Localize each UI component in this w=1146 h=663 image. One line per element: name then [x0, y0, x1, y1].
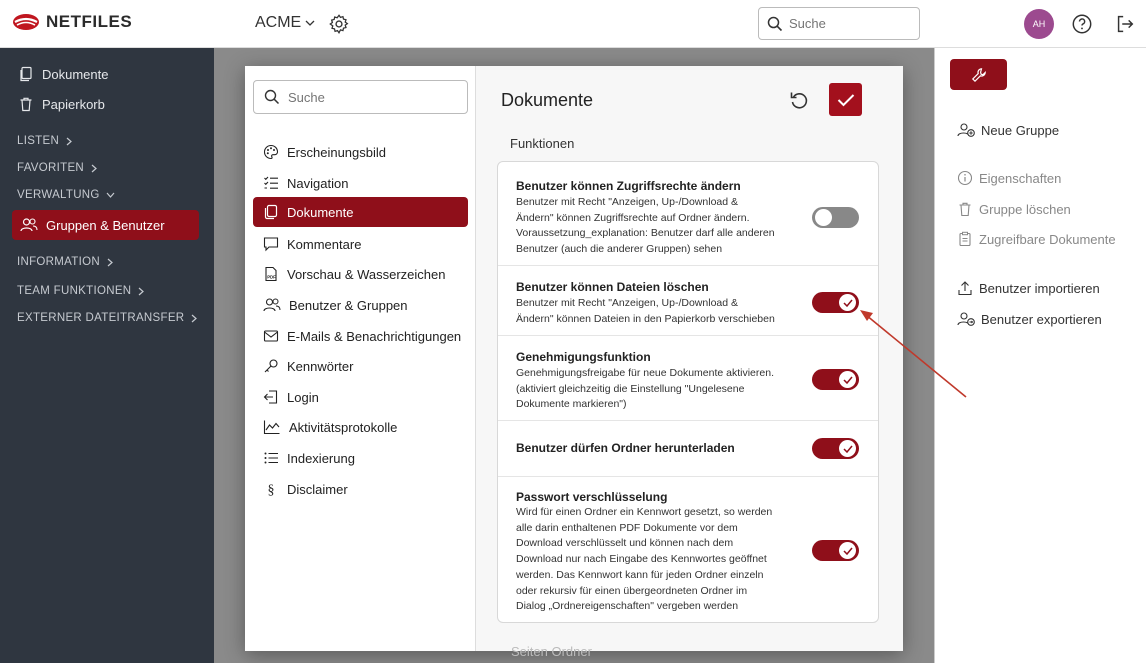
- import-users-label: Benutzer importieren: [979, 280, 1100, 296]
- confirm-button[interactable]: [829, 83, 862, 116]
- export-users-icon: [957, 311, 975, 327]
- logo-text: NETFILES: [46, 12, 133, 31]
- sidebar-section-administration[interactable]: [17, 189, 115, 201]
- desc-line: oder rekursiv für einen übergeordneten Ordner im: [516, 584, 748, 597]
- tenant-name: ACME: [255, 14, 302, 31]
- nav-passwords[interactable]: [253, 351, 468, 381]
- svg-text:§: §: [267, 483, 275, 498]
- search-icon: [767, 16, 783, 32]
- list-icon: [263, 450, 279, 466]
- nav-label: E-Mails & Benachrichtigungen: [287, 328, 462, 344]
- section-heading: Funktionen: [510, 136, 575, 151]
- pdf-icon: [263, 266, 279, 282]
- section-label: EXTERNER DATEITRANSFER: [17, 312, 185, 324]
- desc-line: Download nur nach Eingabe des Kennwortes geöffnet: [516, 553, 767, 566]
- setting-row: [498, 162, 878, 266]
- chevron-right-icon: [90, 164, 98, 173]
- top-search-input[interactable]: [789, 16, 899, 31]
- setting-title: Passwort verschlüsselung: [516, 490, 668, 504]
- mail-icon: [263, 328, 279, 344]
- new-group-label: Neue Gruppe: [981, 122, 1060, 138]
- setting-description: [516, 195, 804, 258]
- settings-card: [497, 161, 879, 623]
- nav-login[interactable]: [253, 382, 468, 412]
- users-icon: [20, 217, 38, 233]
- nav-label: Aktivitätsprotokolle: [289, 419, 398, 435]
- desc-line: Genehmigungsfreigabe für neue Dokumente aktivieren.: [516, 367, 774, 379]
- login-icon: [263, 389, 279, 405]
- import-users-action[interactable]: [957, 280, 1100, 296]
- setting-title: Benutzer können Dateien löschen: [516, 280, 709, 294]
- check-icon: [843, 445, 853, 453]
- section-label: VERWALTUNG: [17, 189, 100, 201]
- desc-line: Benutzer mit Recht "Anzeigen, Up-/Download &: [516, 196, 739, 208]
- setting-description: [516, 505, 804, 615]
- desc-line: Benutzer (auch die anderer Gruppen) sehen: [516, 243, 723, 256]
- toggle-knob: [839, 440, 856, 457]
- toggle-knob: [839, 542, 856, 559]
- setting-row: [498, 336, 878, 421]
- nav-emails-notifications[interactable]: [253, 321, 468, 351]
- sidebar-section-team-functions[interactable]: [17, 285, 145, 297]
- desc-line: Voraussetzung_explanation: Benutzer darf alle anderen: [516, 227, 775, 240]
- chevron-right-icon: [65, 137, 73, 146]
- desc-line: Download verschlüsselt und können nach dem: [516, 537, 734, 550]
- nav-disclaimer[interactable]: [253, 474, 468, 504]
- netfiles-logo-icon: [12, 12, 40, 32]
- sidebar-section-information[interactable]: [17, 256, 114, 268]
- desc-line: Ändern" können Zugriffsrechte auf Ordner ändern.: [516, 211, 750, 224]
- svg-text:PDF: PDF: [267, 274, 276, 280]
- users-icon: [263, 297, 281, 313]
- export-users-action[interactable]: [957, 311, 1102, 327]
- desc-line: Dialog „Ordnereigenschaften" vergeben werden: [516, 600, 739, 613]
- setting-row: [498, 421, 878, 477]
- nav-indexing[interactable]: [253, 443, 468, 473]
- nav-label: Dokumente: [287, 204, 354, 220]
- logo[interactable]: [12, 12, 132, 32]
- trash-icon: [957, 201, 973, 217]
- nav-label: Navigation: [287, 175, 349, 191]
- section-label: FAVORITEN: [17, 162, 85, 174]
- check-icon: [843, 299, 853, 307]
- info-icon: [957, 170, 973, 186]
- sidebar-section-favorites[interactable]: [17, 162, 98, 174]
- setting-row: [498, 266, 878, 336]
- chevron-right-icon: [190, 314, 198, 323]
- comment-icon: [263, 236, 279, 252]
- nav-activity-logs[interactable]: [253, 412, 468, 442]
- settings-content: [476, 66, 903, 659]
- setting-description: [516, 296, 804, 327]
- sidebar-item-label: Papierkorb: [42, 96, 105, 112]
- toggle-knob: [815, 209, 832, 226]
- toggle-password-encryption[interactable]: [812, 540, 859, 561]
- document-icon: [18, 66, 34, 82]
- trash-icon: [18, 96, 34, 112]
- settings-search-box[interactable]: [253, 80, 468, 114]
- section-label: LISTEN: [17, 135, 60, 147]
- desc-line: Ändern" können Dateien in den Papierkorb verschieben: [516, 312, 775, 325]
- setting-title: Genehmigungsfunktion: [516, 350, 651, 364]
- avatar[interactable]: [1024, 9, 1054, 39]
- nav-label: Vorschau & Wasserzeichen: [287, 266, 446, 282]
- clipboard-icon: [957, 231, 973, 247]
- sidebar-item-trash[interactable]: [18, 96, 105, 112]
- toggle-delete-files[interactable]: [812, 292, 859, 313]
- settings-dialog: [245, 66, 903, 659]
- setting-title: Benutzer dürfen Ordner herunterladen: [516, 441, 735, 455]
- setting-row: [498, 477, 878, 624]
- settings-nav: [245, 66, 476, 651]
- nav-label: Disclaimer: [287, 481, 348, 497]
- reset-icon[interactable]: [787, 88, 811, 112]
- sidebar-item-groups-users[interactable]: [12, 210, 199, 240]
- accessible-docs-label: Zugreifbare Dokumente: [979, 231, 1116, 247]
- logout-icon[interactable]: [1114, 13, 1136, 35]
- paragraph-icon: [263, 481, 279, 497]
- settings-search-input[interactable]: [288, 90, 448, 105]
- desc-line: werden. Das Kennwort kann für jeden Ordner einzeln: [516, 568, 764, 581]
- toggle-approval[interactable]: [812, 369, 859, 390]
- nav-label: Benutzer & Gruppen: [289, 297, 408, 313]
- nav-comments[interactable]: [253, 229, 468, 259]
- right-action-panel: [934, 48, 1146, 663]
- sidebar-item-documents[interactable]: [18, 66, 108, 82]
- setting-description: [516, 366, 804, 413]
- chevron-right-icon: [137, 287, 145, 296]
- add-group-icon: [957, 122, 975, 138]
- checklist-icon: [263, 175, 279, 191]
- properties-action[interactable]: [957, 170, 1061, 186]
- top-bar: [0, 0, 1146, 48]
- nav-label: Kennwörter: [287, 358, 354, 374]
- search-icon: [264, 89, 280, 105]
- desc-line: Dokumente markieren"): [516, 398, 627, 411]
- nav-label: Indexierung: [287, 450, 355, 466]
- chevron-right-icon: [106, 258, 114, 267]
- section-label: TEAM FUNKTIONEN: [17, 285, 132, 297]
- properties-label: Eigenschaften: [979, 170, 1062, 186]
- delete-group-label: Gruppe löschen: [979, 201, 1071, 217]
- avatar-initials: AH: [1032, 19, 1046, 29]
- help-icon[interactable]: [1071, 13, 1093, 35]
- desc-line: Wird für einen Ordner ein Kennwort gesetzt, so werden: [516, 506, 773, 518]
- nav-label: Kommentare: [287, 236, 362, 252]
- sidebar-item-label: Gruppen & Benutzer: [46, 217, 165, 233]
- section-label: INFORMATION: [17, 256, 100, 268]
- nav-label: Erscheinungsbild: [287, 144, 387, 160]
- tools-button[interactable]: [950, 59, 1007, 90]
- top-search-box[interactable]: [758, 7, 920, 40]
- toggle-knob: [839, 294, 856, 311]
- desc-line: Benutzer mit Recht "Anzeigen, Up-/Download &: [516, 297, 739, 309]
- check-icon: [843, 547, 853, 555]
- left-sidebar: [0, 48, 214, 663]
- gear-icon[interactable]: [328, 13, 350, 35]
- tenant-selector[interactable]: [255, 14, 315, 32]
- documents-icon: [263, 204, 279, 220]
- check-icon: [843, 376, 853, 384]
- desc-line: alle darin enthaltenen PDF Dokumente vor dem: [516, 521, 738, 534]
- nav-appearance[interactable]: [253, 137, 468, 167]
- chevron-down-icon: [305, 18, 315, 28]
- desc-line: (aktiviert gleichzeitig die Einstellung "Ungelesene: [516, 382, 745, 395]
- chart-icon: [263, 419, 281, 435]
- nav-navigation[interactable]: [253, 168, 468, 198]
- delete-group-action[interactable]: [957, 201, 1071, 217]
- setting-title: Benutzer können Zugriffsrechte ändern: [516, 179, 741, 193]
- next-section-peek: Seiten Ordner: [511, 644, 592, 659]
- sidebar-item-label: Dokumente: [42, 66, 109, 82]
- sidebar-section-external-transfer[interactable]: [17, 312, 198, 324]
- wrench-icon: [971, 67, 987, 83]
- accessible-docs-action[interactable]: [957, 231, 1116, 247]
- toggle-knob: [839, 371, 856, 388]
- page-title: Dokumente: [501, 90, 594, 110]
- toggle-folder-download[interactable]: [812, 438, 859, 459]
- export-users-label: Benutzer exportieren: [981, 311, 1102, 327]
- key-icon: [263, 358, 279, 374]
- toggle-access-rights[interactable]: [812, 207, 859, 228]
- sidebar-section-lists[interactable]: [17, 135, 73, 147]
- nav-label: Login: [287, 389, 319, 405]
- nav-users-groups[interactable]: [253, 290, 468, 320]
- nav-documents[interactable]: [253, 197, 468, 227]
- palette-icon: [263, 144, 279, 160]
- check-icon: [837, 93, 855, 107]
- upload-icon: [957, 280, 973, 296]
- chevron-down-icon: [106, 191, 115, 199]
- new-group-action[interactable]: [957, 122, 1059, 138]
- nav-preview-watermark[interactable]: [253, 259, 468, 289]
